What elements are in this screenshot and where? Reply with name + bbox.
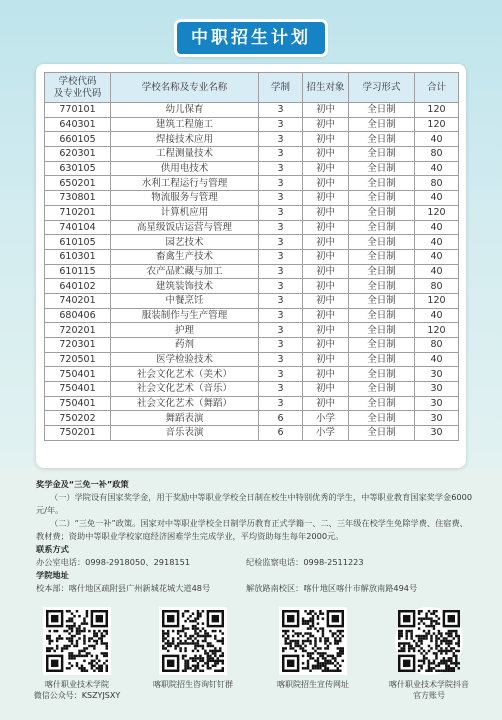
table-cell: 3 bbox=[259, 176, 303, 191]
policy-paragraph-1: （一）学院设有国家奖学金，用于奖励中等职业学校全日制在校生中特别优秀的学生，中等职业教育国家奖学金6000元/年。 bbox=[36, 492, 473, 515]
table-cell: 750202 bbox=[45, 411, 111, 426]
table-header-cell: 学校代码 及专业代码 bbox=[45, 73, 111, 103]
table-row bbox=[45, 176, 459, 191]
table-cell: 供用电技术 bbox=[111, 161, 259, 176]
table-cell: 650201 bbox=[45, 176, 111, 191]
table-row bbox=[45, 103, 459, 118]
office-phone: 办公室电话：0998-2918050、2918151 bbox=[36, 557, 191, 567]
table-cell: 初中 bbox=[303, 220, 349, 235]
table-row bbox=[45, 161, 459, 176]
table-row bbox=[45, 264, 459, 279]
table-cell: 3 bbox=[259, 147, 303, 162]
table-cell: 全日制 bbox=[349, 220, 415, 235]
table-cell: 3 bbox=[259, 235, 303, 250]
table-cell: 40 bbox=[415, 235, 459, 250]
table-cell: 初中 bbox=[303, 382, 349, 397]
table-cell: 全日制 bbox=[349, 426, 415, 441]
table-body bbox=[45, 103, 459, 441]
table-row bbox=[45, 132, 459, 147]
table-cell: 全日制 bbox=[349, 264, 415, 279]
table-cell: 40 bbox=[415, 191, 459, 206]
table-cell: 畜禽生产技术 bbox=[111, 249, 259, 264]
table-row bbox=[45, 396, 459, 411]
table-cell: 全日制 bbox=[349, 411, 415, 426]
table-header-cell: 学制 bbox=[259, 73, 303, 103]
table-cell: 初中 bbox=[303, 352, 349, 367]
table-cell: 初中 bbox=[303, 249, 349, 264]
table-cell: 全日制 bbox=[349, 147, 415, 162]
table-cell: 3 bbox=[259, 338, 303, 353]
table-cell: 全日制 bbox=[349, 367, 415, 382]
contact-phones bbox=[36, 556, 476, 569]
table-cell: 农产品贮藏与加工 bbox=[111, 264, 259, 279]
table-cell: 服装制作与生产管理 bbox=[111, 308, 259, 323]
table-cell: 30 bbox=[415, 411, 459, 426]
qr-label-line1: 喀什职业技术学院抖音 bbox=[389, 680, 469, 689]
table-cell: 音乐表演 bbox=[111, 426, 259, 441]
table-cell: 小学 bbox=[303, 426, 349, 441]
table-cell: 全日制 bbox=[349, 132, 415, 147]
table-row bbox=[45, 308, 459, 323]
table-cell: 3 bbox=[259, 191, 303, 206]
table-cell: 3 bbox=[259, 205, 303, 220]
table-cell: 3 bbox=[259, 132, 303, 147]
table-cell: 750401 bbox=[45, 396, 111, 411]
table-cell: 730801 bbox=[45, 191, 111, 206]
table-cell: 740104 bbox=[45, 220, 111, 235]
table-cell: 初中 bbox=[303, 308, 349, 323]
table-cell: 初中 bbox=[303, 147, 349, 162]
table-cell: 3 bbox=[259, 220, 303, 235]
table-cell: 3 bbox=[259, 249, 303, 264]
table-cell: 610105 bbox=[45, 235, 111, 250]
campus-addresses bbox=[36, 582, 476, 595]
table-row bbox=[45, 352, 459, 367]
table-cell: 30 bbox=[415, 396, 459, 411]
table-cell: 40 bbox=[415, 132, 459, 147]
table-cell: 护理 bbox=[111, 323, 259, 338]
table-cell: 3 bbox=[259, 308, 303, 323]
table-row bbox=[45, 411, 459, 426]
table-cell: 770101 bbox=[45, 103, 111, 118]
table-row bbox=[45, 382, 459, 397]
table-cell: 40 bbox=[415, 308, 459, 323]
table-cell: 全日制 bbox=[349, 176, 415, 191]
table-cell: 40 bbox=[415, 220, 459, 235]
table-cell: 80 bbox=[415, 279, 459, 294]
table-cell: 120 bbox=[415, 103, 459, 118]
table-cell: 初中 bbox=[303, 235, 349, 250]
table-cell: 40 bbox=[415, 249, 459, 264]
policy-paragraph-2: （二）“三免一补”政策。国家对中等职业学校全日制学历教育正式学籍一、二、三年级在校学生免除学费、住宿费、教材费；资助中等职业学校家庭经济困难学生完成学业，平均资助每生每年2000元。 bbox=[36, 518, 468, 541]
table-cell: 80 bbox=[415, 176, 459, 191]
table-row bbox=[45, 338, 459, 353]
table-cell: 全日制 bbox=[349, 279, 415, 294]
table-cell: 幼儿保育 bbox=[111, 103, 259, 118]
table-cell: 舞蹈表演 bbox=[111, 411, 259, 426]
table-cell: 初中 bbox=[303, 205, 349, 220]
table-cell: 750401 bbox=[45, 367, 111, 382]
table-cell: 全日制 bbox=[349, 205, 415, 220]
table-cell: 药剂 bbox=[111, 338, 259, 353]
table-row bbox=[45, 191, 459, 206]
table-cell: 720501 bbox=[45, 352, 111, 367]
table-cell: 初中 bbox=[303, 279, 349, 294]
table-cell: 高星级饭店运营与管理 bbox=[111, 220, 259, 235]
table-cell: 小学 bbox=[303, 411, 349, 426]
table-row bbox=[45, 249, 459, 264]
table-cell: 30 bbox=[415, 382, 459, 397]
table-cell: 3 bbox=[259, 396, 303, 411]
table-cell: 610115 bbox=[45, 264, 111, 279]
qr-website[interactable] bbox=[258, 607, 368, 690]
contact-heading: 联系方式 bbox=[36, 544, 69, 554]
table-row bbox=[45, 323, 459, 338]
table-cell: 初中 bbox=[303, 264, 349, 279]
table-row bbox=[45, 147, 459, 162]
table-cell: 全日制 bbox=[349, 161, 415, 176]
table-cell: 3 bbox=[259, 367, 303, 382]
table-row bbox=[45, 367, 459, 382]
table-cell: 660105 bbox=[45, 132, 111, 147]
table-row bbox=[45, 117, 459, 132]
table-cell: 3 bbox=[259, 103, 303, 118]
qr-wechat[interactable] bbox=[22, 607, 132, 701]
table-header-cell: 合计 bbox=[415, 73, 459, 103]
table-cell: 120 bbox=[415, 117, 459, 132]
table-cell: 740201 bbox=[45, 293, 111, 308]
table-cell: 3 bbox=[259, 293, 303, 308]
table-cell: 全日制 bbox=[349, 103, 415, 118]
qr-label-line1: 喀职院招生宣传网址 bbox=[277, 680, 349, 689]
table-cell: 3 bbox=[259, 323, 303, 338]
enrollment-table-card bbox=[36, 64, 466, 468]
table-cell: 720201 bbox=[45, 323, 111, 338]
table-cell: 3 bbox=[259, 264, 303, 279]
policy-section bbox=[36, 478, 476, 595]
table-cell: 680406 bbox=[45, 308, 111, 323]
table-cell: 医学检验技术 bbox=[111, 352, 259, 367]
table-cell: 630105 bbox=[45, 161, 111, 176]
table-cell: 水利工程运行与管理 bbox=[111, 176, 259, 191]
qr-label-line1: 喀职院招生咨询钉钉群 bbox=[153, 680, 233, 689]
table-row bbox=[45, 426, 459, 441]
table-cell: 全日制 bbox=[349, 117, 415, 132]
table-cell: 640301 bbox=[45, 117, 111, 132]
table-cell: 120 bbox=[415, 205, 459, 220]
table-cell: 40 bbox=[415, 352, 459, 367]
table-cell: 6 bbox=[259, 426, 303, 441]
table-cell: 710201 bbox=[45, 205, 111, 220]
table-cell: 初中 bbox=[303, 367, 349, 382]
table-cell: 80 bbox=[415, 338, 459, 353]
table-cell: 初中 bbox=[303, 338, 349, 353]
table-cell: 初中 bbox=[303, 132, 349, 147]
table-cell: 初中 bbox=[303, 396, 349, 411]
table-cell: 建筑装饰技术 bbox=[111, 279, 259, 294]
table-cell: 初中 bbox=[303, 323, 349, 338]
table-cell: 初中 bbox=[303, 191, 349, 206]
table-row bbox=[45, 205, 459, 220]
table-cell: 40 bbox=[415, 161, 459, 176]
qr-code-icon bbox=[395, 607, 463, 675]
qr-dingtalk[interactable] bbox=[138, 607, 248, 690]
table-header-cell: 学习形式 bbox=[349, 73, 415, 103]
campus-main-address: 校本部：喀什地区疏附县广州新城花城大道48号 bbox=[36, 583, 211, 593]
table-cell: 全日制 bbox=[349, 382, 415, 397]
table-cell: 中餐烹饪 bbox=[111, 293, 259, 308]
table-cell: 3 bbox=[259, 279, 303, 294]
table-cell: 30 bbox=[415, 426, 459, 441]
address-heading: 学院地址 bbox=[36, 570, 69, 580]
table-header-row bbox=[45, 73, 459, 103]
table-cell: 初中 bbox=[303, 176, 349, 191]
table-cell: 3 bbox=[259, 117, 303, 132]
table-cell: 初中 bbox=[303, 117, 349, 132]
table-cell: 750201 bbox=[45, 426, 111, 441]
table-cell: 3 bbox=[259, 352, 303, 367]
table-header-cell: 学校名称及专业名称 bbox=[111, 73, 259, 103]
table-row bbox=[45, 293, 459, 308]
discipline-phone: 纪检监察电话：0998-2511223 bbox=[246, 557, 364, 567]
table-cell: 750401 bbox=[45, 382, 111, 397]
table-cell: 80 bbox=[415, 147, 459, 162]
page-title: 中职招生计划 bbox=[177, 22, 325, 54]
table-cell: 610301 bbox=[45, 249, 111, 264]
qr-label-line1: 喀什职业技术学院 bbox=[45, 680, 109, 689]
qr-label-line2: 微信公众号：KSZYJSXY bbox=[33, 691, 121, 700]
campus-south-address: 解放路南校区：喀什地区喀什市解放南路494号 bbox=[246, 583, 418, 593]
table-cell: 计算机应用 bbox=[111, 205, 259, 220]
table-cell: 初中 bbox=[303, 293, 349, 308]
table-cell: 工程测量技术 bbox=[111, 147, 259, 162]
table-cell: 社会文化艺术（舞蹈） bbox=[111, 396, 259, 411]
table-cell: 初中 bbox=[303, 161, 349, 176]
qr-code-icon bbox=[159, 607, 227, 675]
qr-douyin[interactable] bbox=[374, 607, 484, 701]
table-cell: 30 bbox=[415, 367, 459, 382]
table-cell: 建筑工程施工 bbox=[111, 117, 259, 132]
table-cell: 全日制 bbox=[349, 235, 415, 250]
table-cell: 全日制 bbox=[349, 323, 415, 338]
table-cell: 全日制 bbox=[349, 293, 415, 308]
table-cell: 园艺技术 bbox=[111, 235, 259, 250]
table-cell: 全日制 bbox=[349, 352, 415, 367]
table-header-cell: 招生对象 bbox=[303, 73, 349, 103]
table-cell: 40 bbox=[415, 264, 459, 279]
table-row bbox=[45, 220, 459, 235]
table-cell: 全日制 bbox=[349, 191, 415, 206]
table-cell: 120 bbox=[415, 323, 459, 338]
qr-code-row bbox=[0, 607, 502, 717]
table-cell: 3 bbox=[259, 382, 303, 397]
table-cell: 640102 bbox=[45, 279, 111, 294]
table-cell: 120 bbox=[415, 293, 459, 308]
table-cell: 初中 bbox=[303, 103, 349, 118]
table-cell: 焊接技术应用 bbox=[111, 132, 259, 147]
table-cell: 620301 bbox=[45, 147, 111, 162]
table-row bbox=[45, 279, 459, 294]
table-cell: 社会文化艺术（美术） bbox=[111, 367, 259, 382]
table-cell: 全日制 bbox=[349, 338, 415, 353]
table-cell: 物流服务与管理 bbox=[111, 191, 259, 206]
table-cell: 全日制 bbox=[349, 249, 415, 264]
enrollment-table bbox=[44, 72, 459, 441]
table-row bbox=[45, 235, 459, 250]
qr-label-line2: 官方账号 bbox=[413, 691, 445, 700]
table-cell: 社会文化艺术（音乐） bbox=[111, 382, 259, 397]
table-cell: 全日制 bbox=[349, 396, 415, 411]
qr-code-icon bbox=[279, 607, 347, 675]
table-cell: 6 bbox=[259, 411, 303, 426]
policy-heading: 奖学金及“三免一补”政策 bbox=[36, 479, 129, 489]
title-banner bbox=[0, 22, 502, 58]
table-cell: 全日制 bbox=[349, 308, 415, 323]
table-cell: 720301 bbox=[45, 338, 111, 353]
table-cell: 3 bbox=[259, 161, 303, 176]
qr-code-icon bbox=[43, 607, 111, 675]
